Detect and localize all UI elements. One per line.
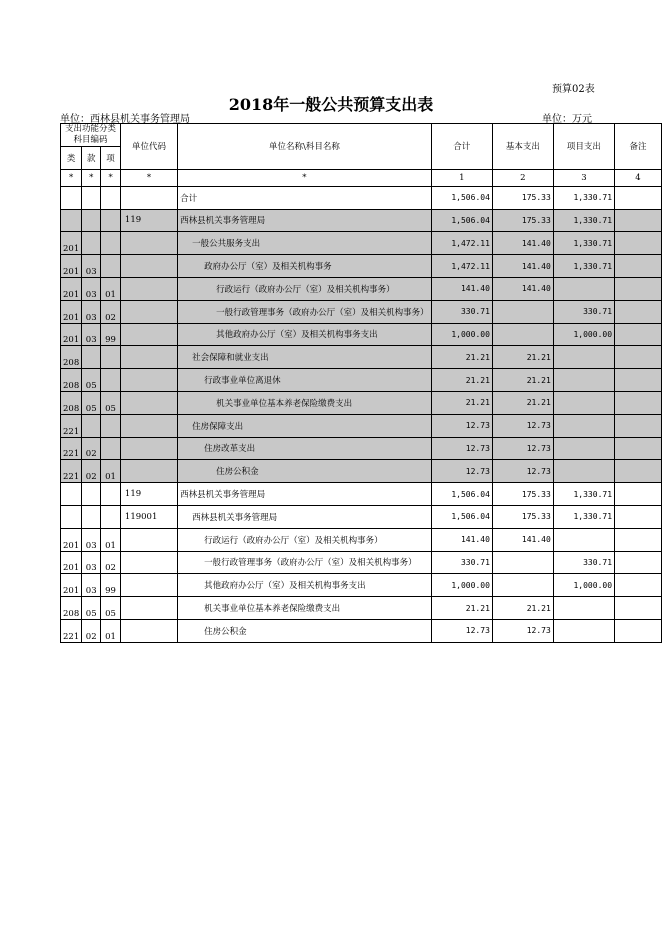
lei-cell: 221 [61,619,82,642]
table-row [61,574,662,597]
basic-cell [492,574,553,597]
kuan-cell [82,346,101,369]
lei-cell: 201 [61,528,82,551]
xiang-cell [101,232,121,255]
unit-code-cell [120,300,177,323]
kuan-cell: 05 [82,369,101,392]
kuan-cell: 03 [82,323,101,346]
marker-cell: 3 [553,169,614,186]
header-function-code: 支出功能分类科目编码 [61,124,121,147]
name-cell: 住房改革支出 [178,437,432,460]
lei-cell: 208 [61,597,82,620]
project-cell [553,597,614,620]
kuan-cell [82,186,101,209]
name-cell: 西林县机关事务管理局 [178,483,432,506]
name-cell: 社会保障和就业支出 [178,346,432,369]
total-cell: 21.21 [431,369,492,392]
note-cell [615,323,662,346]
lei-cell: 221 [61,414,82,437]
lei-cell [61,483,82,506]
total-cell: 12.73 [431,437,492,460]
unit-code-cell [120,369,177,392]
total-cell: 21.21 [431,346,492,369]
xiang-cell: 02 [101,551,121,574]
kuan-cell [82,209,101,232]
marker-cell: 2 [492,169,553,186]
note-cell [615,232,662,255]
kuan-cell: 05 [82,391,101,414]
unit-code-cell: 119001 [120,505,177,528]
basic-cell: 21.21 [492,346,553,369]
kuan-cell [82,483,101,506]
table-row [61,186,662,209]
note-cell [615,597,662,620]
xiang-cell [101,209,121,232]
lei-cell: 208 [61,391,82,414]
basic-cell: 12.73 [492,414,553,437]
marker-cell: * [61,169,82,186]
name-cell: 其他政府办公厅（室）及相关机构事务支出 [178,323,432,346]
unit-code-cell [120,414,177,437]
table-row [61,232,662,255]
kuan-cell: 03 [82,551,101,574]
note-cell [615,437,662,460]
total-cell: 21.21 [431,391,492,414]
note-cell [615,369,662,392]
basic-cell: 141.40 [492,277,553,300]
marker-cell: * [101,169,121,186]
name-cell: 西林县机关事务管理局 [178,209,432,232]
header-name: 单位名称\科目名称 [178,124,432,170]
unit-code-cell [120,574,177,597]
name-cell: 行政运行（政府办公厅（室）及相关机构事务） [178,528,432,551]
lei-cell: 208 [61,369,82,392]
xiang-cell: 01 [101,619,121,642]
table-row [61,277,662,300]
total-cell: 1,000.00 [431,574,492,597]
lei-cell: 221 [61,460,82,483]
currency-unit-label: 单位：万元 [542,114,592,125]
project-cell [553,369,614,392]
marker-cell: * [120,169,177,186]
project-cell [553,346,614,369]
page-title: 2018年一般公共预算支出表 [228,95,434,114]
table-row [61,460,662,483]
total-cell: 1,506.04 [431,209,492,232]
kuan-cell: 03 [82,300,101,323]
kuan-cell: 03 [82,574,101,597]
marker-row [61,169,662,186]
kuan-cell: 02 [82,437,101,460]
name-cell: 住房保障支出 [178,414,432,437]
note-cell [615,300,662,323]
xiang-cell [101,505,121,528]
basic-cell: 21.21 [492,369,553,392]
unit-code-cell [120,528,177,551]
project-cell: 1,330.71 [553,186,614,209]
note-cell [615,209,662,232]
basic-cell: 175.33 [492,186,553,209]
xiang-cell: 01 [101,460,121,483]
table-row [61,369,662,392]
total-cell: 141.40 [431,528,492,551]
kuan-cell: 03 [82,255,101,278]
project-cell [553,437,614,460]
unit-code-cell [120,460,177,483]
note-cell [615,574,662,597]
header-basic: 基本支出 [492,124,553,170]
name-cell: 行政事业单位离退休 [178,369,432,392]
unit-code-cell [120,391,177,414]
kuan-cell: 02 [82,460,101,483]
xiang-cell: 01 [101,277,121,300]
xiang-cell: 05 [101,391,121,414]
header-kuan: 款 [82,147,101,170]
basic-cell: 175.33 [492,483,553,506]
header-total: 合计 [431,124,492,170]
marker-cell: 1 [431,169,492,186]
total-cell: 1,000.00 [431,323,492,346]
kuan-cell [82,505,101,528]
header-project: 项目支出 [553,124,614,170]
basic-cell: 141.40 [492,232,553,255]
basic-cell: 141.40 [492,528,553,551]
total-cell: 12.73 [431,460,492,483]
project-cell: 1,330.71 [553,209,614,232]
unit-code-cell [120,346,177,369]
table-row [61,551,662,574]
basic-cell: 12.73 [492,619,553,642]
project-cell [553,460,614,483]
basic-cell [492,551,553,574]
table-row [61,528,662,551]
table-row [61,346,662,369]
project-cell [553,391,614,414]
note-cell [615,619,662,642]
header-note: 备注 [615,124,662,170]
total-cell: 1,472.11 [431,232,492,255]
unit-code-cell [120,323,177,346]
project-cell: 1,000.00 [553,574,614,597]
xiang-cell [101,255,121,278]
unit-code-cell [120,186,177,209]
basic-cell: 12.73 [492,437,553,460]
project-cell: 1,000.00 [553,323,614,346]
name-cell: 其他政府办公厅（室）及相关机构事务支出 [178,574,432,597]
name-cell: 一般公共服务支出 [178,232,432,255]
unit-code-cell [120,277,177,300]
xiang-cell: 99 [101,574,121,597]
basic-cell [492,323,553,346]
total-cell: 12.73 [431,619,492,642]
marker-cell: * [82,169,101,186]
project-cell: 330.71 [553,551,614,574]
table-row [61,597,662,620]
name-cell: 机关事业单位基本养老保险缴费支出 [178,391,432,414]
name-cell: 西林县机关事务管理局 [178,505,432,528]
note-cell [615,277,662,300]
note-cell [615,528,662,551]
project-cell [553,619,614,642]
unit-label: 单位：西林县机关事务管理局 [60,114,190,125]
kuan-cell: 03 [82,528,101,551]
xiang-cell: 05 [101,597,121,620]
lei-cell [61,505,82,528]
kuan-cell: 03 [82,277,101,300]
note-cell [615,460,662,483]
table-row [61,300,662,323]
header-lei: 类 [61,147,82,170]
note-cell [615,414,662,437]
marker-cell: 4 [615,169,662,186]
name-cell: 一般行政管理事务（政府办公厅（室）及相关机构事务） [178,551,432,574]
table-row [61,414,662,437]
note-cell [615,483,662,506]
table-row [61,209,662,232]
note-cell [615,391,662,414]
name-cell: 政府办公厅（室）及相关机构事务 [178,255,432,278]
total-cell: 1,506.04 [431,483,492,506]
note-cell [615,346,662,369]
unit-code-cell: 119 [120,483,177,506]
note-cell [615,551,662,574]
xiang-cell [101,369,121,392]
table-row [61,619,662,642]
total-cell: 1,506.04 [431,186,492,209]
lei-cell: 201 [61,551,82,574]
table-row [61,437,662,460]
header-unit-code: 单位代码 [120,124,177,170]
name-cell: 行政运行（政府办公厅（室）及相关机构事务） [178,277,432,300]
xiang-cell [101,186,121,209]
lei-cell: 201 [61,255,82,278]
basic-cell: 175.33 [492,505,553,528]
name-cell: 合计 [178,186,432,209]
project-cell: 330.71 [553,300,614,323]
total-cell: 330.71 [431,300,492,323]
lei-cell: 201 [61,300,82,323]
unit-code-cell [120,551,177,574]
total-cell: 21.21 [431,597,492,620]
name-cell: 住房公积金 [178,619,432,642]
name-cell: 住房公积金 [178,460,432,483]
lei-cell: 201 [61,574,82,597]
header-xiang: 项 [101,147,121,170]
unit-code-cell [120,255,177,278]
total-cell: 330.71 [431,551,492,574]
total-cell: 12.73 [431,414,492,437]
form-tag: 预算02表 [552,84,595,95]
marker-cell: * [178,169,432,186]
total-cell: 141.40 [431,277,492,300]
xiang-cell: 02 [101,300,121,323]
lei-cell: 221 [61,437,82,460]
xiang-cell: 01 [101,528,121,551]
project-cell [553,414,614,437]
unit-code-cell [120,597,177,620]
lei-cell [61,186,82,209]
name-cell: 机关事业单位基本养老保险缴费支出 [178,597,432,620]
budget-table [60,123,662,643]
basic-cell: 12.73 [492,460,553,483]
note-cell [615,505,662,528]
kuan-cell: 05 [82,597,101,620]
project-cell: 1,330.71 [553,483,614,506]
xiang-cell [101,346,121,369]
lei-cell: 201 [61,232,82,255]
unit-code-cell: 119 [120,209,177,232]
xiang-cell [101,414,121,437]
xiang-cell [101,483,121,506]
xiang-cell: 99 [101,323,121,346]
table-row [61,505,662,528]
basic-cell [492,300,553,323]
project-cell: 1,330.71 [553,255,614,278]
lei-cell: 208 [61,346,82,369]
total-cell: 1,506.04 [431,505,492,528]
xiang-cell [101,437,121,460]
basic-cell: 21.21 [492,597,553,620]
table-row [61,323,662,346]
lei-cell: 201 [61,277,82,300]
table-row [61,391,662,414]
kuan-cell: 02 [82,619,101,642]
note-cell [615,186,662,209]
basic-cell: 21.21 [492,391,553,414]
unit-code-cell [120,619,177,642]
project-cell [553,277,614,300]
unit-code-cell [120,232,177,255]
table-row [61,255,662,278]
total-cell: 1,472.11 [431,255,492,278]
lei-cell [61,209,82,232]
basic-cell: 175.33 [492,209,553,232]
project-cell [553,528,614,551]
name-cell: 一般行政管理事务（政府办公厅（室）及相关机构事务） [178,300,432,323]
kuan-cell [82,232,101,255]
table-row [61,483,662,506]
note-cell [615,255,662,278]
basic-cell: 141.40 [492,255,553,278]
unit-code-cell [120,437,177,460]
kuan-cell [82,414,101,437]
project-cell: 1,330.71 [553,232,614,255]
lei-cell: 201 [61,323,82,346]
project-cell: 1,330.71 [553,505,614,528]
